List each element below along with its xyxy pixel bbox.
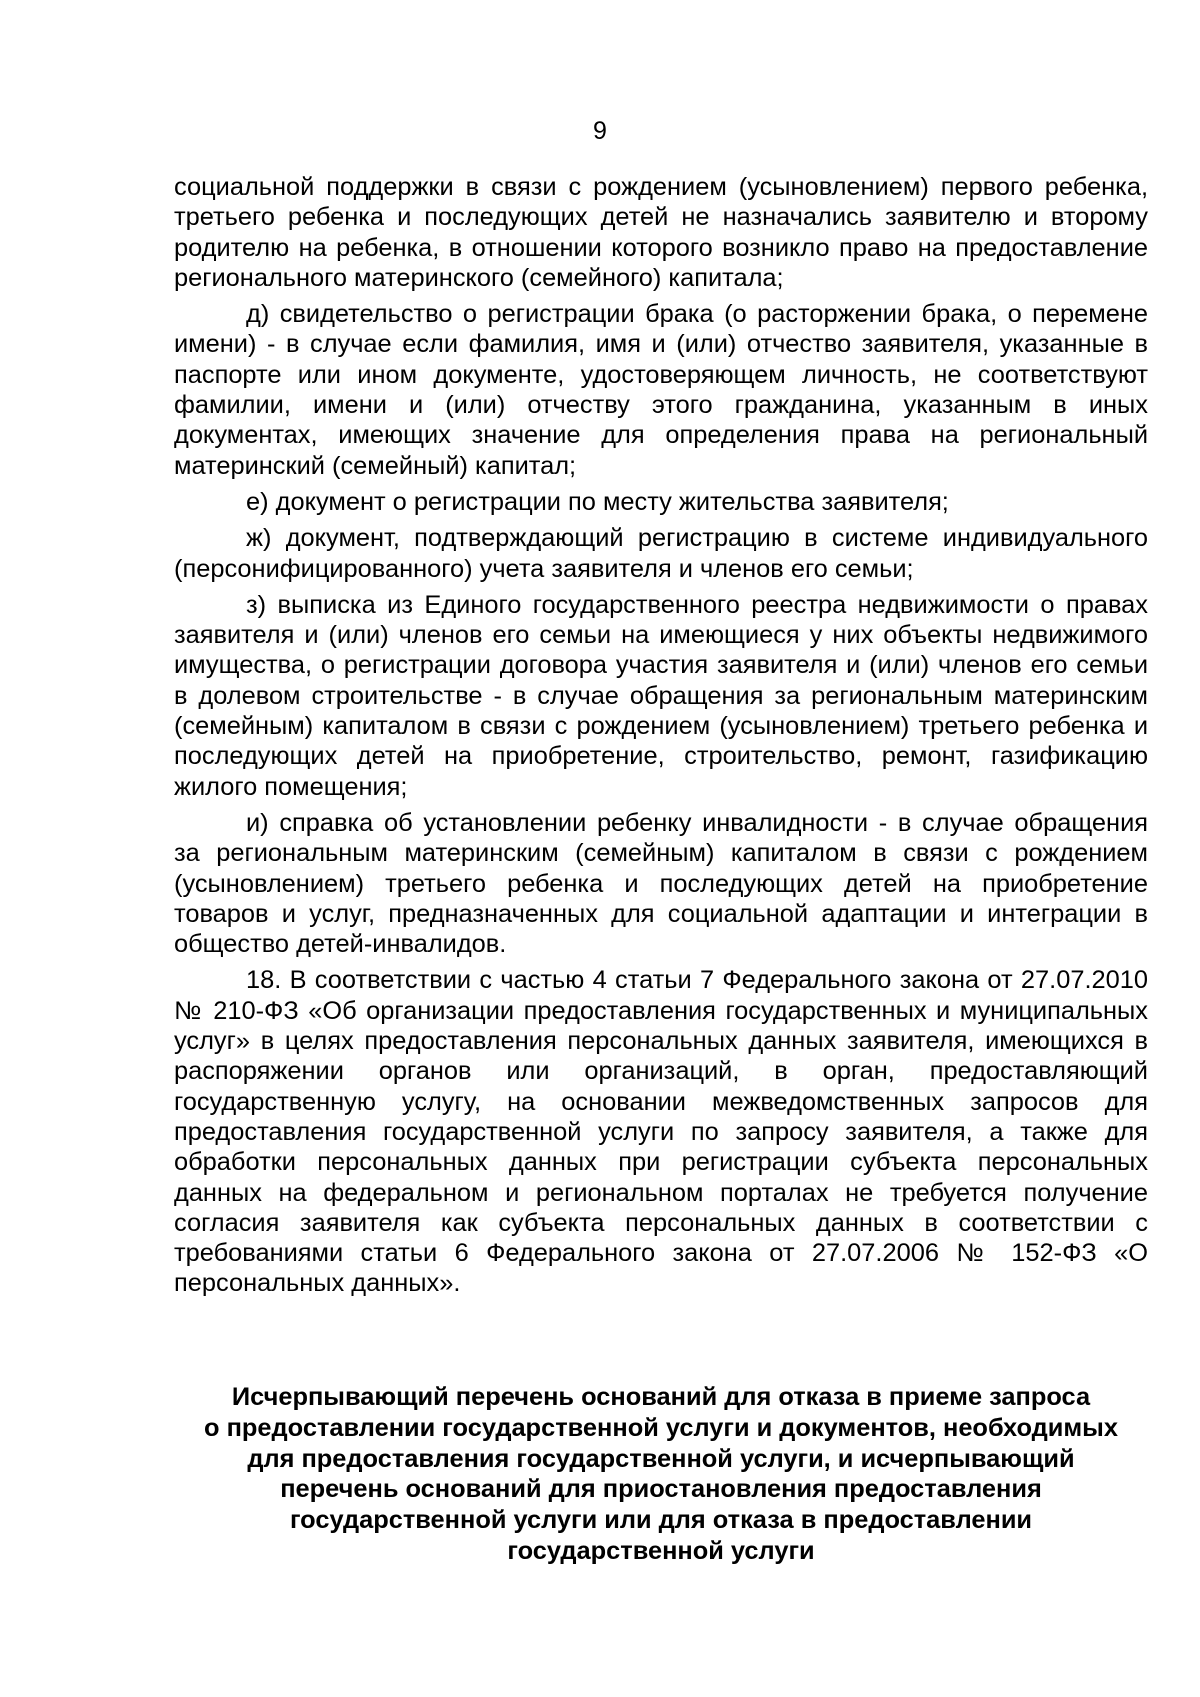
- paragraph-item-e-registration-document: е) документ о регистрации по месту жительства заявителя;: [246, 487, 949, 516]
- page-number: 9: [593, 117, 607, 145]
- section-heading: [174, 1382, 1148, 1567]
- heading-line: государственной услуги: [507, 1536, 815, 1565]
- heading-line: перечень оснований для приостановления предоставления: [280, 1475, 1042, 1504]
- paragraph-item-d-marriage-certificate: д) свидетельство о регистрации брака (о расторжении брака, о перемене имени) - в случае если фамилия, имя и (или) отчество заявителя, указанные в паспорте или ином документе, удостоверяющем личность, не соответствуют фамилии, имени и (или) отчеству этого гражданина, указанным в иных документах, имеющих значение для определения права на региональный материнский (семейный) капитал;: [174, 300, 1148, 480]
- paragraph-item-i-disability-certificate: и) справка об установлении ребенку инвалидности - в случае обращения за региональным материнским (семейным) капиталом в связи с рождением (усыновлением) третьего ребенка и последующих детей на приобретение товаров и услуг, предназначенных для социальной адаптации и интеграции в общество детей-инвалидов.: [174, 808, 1148, 959]
- heading-line: для предоставления государственной услуги, и исчерпывающий: [247, 1444, 1075, 1473]
- heading-line: о предоставлении государственной услуги и документов, необходимых: [204, 1413, 1118, 1442]
- heading-line: Исчерпывающий перечень оснований для отказа в приеме запроса: [231, 1383, 1091, 1411]
- heading-line: государственной услуги или для отказа в предоставлении: [289, 1506, 1033, 1535]
- document-body: [174, 172, 1148, 1305]
- paragraph-social-support-continuation: социальной поддержки в связи с рождением (усыновлением) первого ребенка, третьего ребенка и последующих детей не назначались заявителю и второму родителю на ребенка, в отношении которого возникло право на предоставление регионального материнского (семейного) капитала;: [174, 173, 1148, 292]
- paragraph-item-zh-personal-accounting: ж) документ, подтверждающий регистрацию в системе индивидуального (персонифицированного) учета заявителя и членов его семьи;: [174, 524, 1148, 583]
- paragraph-section-18: 18. В соответствии с частью 4 статьи 7 Федерального закона от 27.07.2010 № 210-ФЗ «Об организации предоставления государственных и муниципальных услуг» в целях предоставления персональных данных заявителя, имеющихся в распоряжении органов или организаций, в орган, предоставляющий государственную услугу, на основании межведомственных запросов для предоставления государственной услуги по запросу заявителя, а также для обработки персональных данных при регистрации субъекта персональных данных на федеральном и региональном порталах не требуется получение согласия заявителя как субъекта персональных данных в соответствии с требованиями статьи 6 Федерального закона от 27.07.2006 № 152-ФЗ «О персональных данных».: [174, 966, 1148, 1298]
- paragraph-item-z-real-estate-extract: з) выписка из Единого государственного реестра недвижимости о правах заявителя и (или) членов его семьи на имеющиеся у них объекты недвижимого имущества, о регистрации договора участия заявителя и (или) членов его семьи в долевом строительстве - в случае обращения за региональным материнским (семейным) капиталом в связи с рождением (усыновлением) третьего ребенка и последующих детей на приобретение, строительство, ремонт, газификацию жилого помещения;: [174, 590, 1148, 801]
